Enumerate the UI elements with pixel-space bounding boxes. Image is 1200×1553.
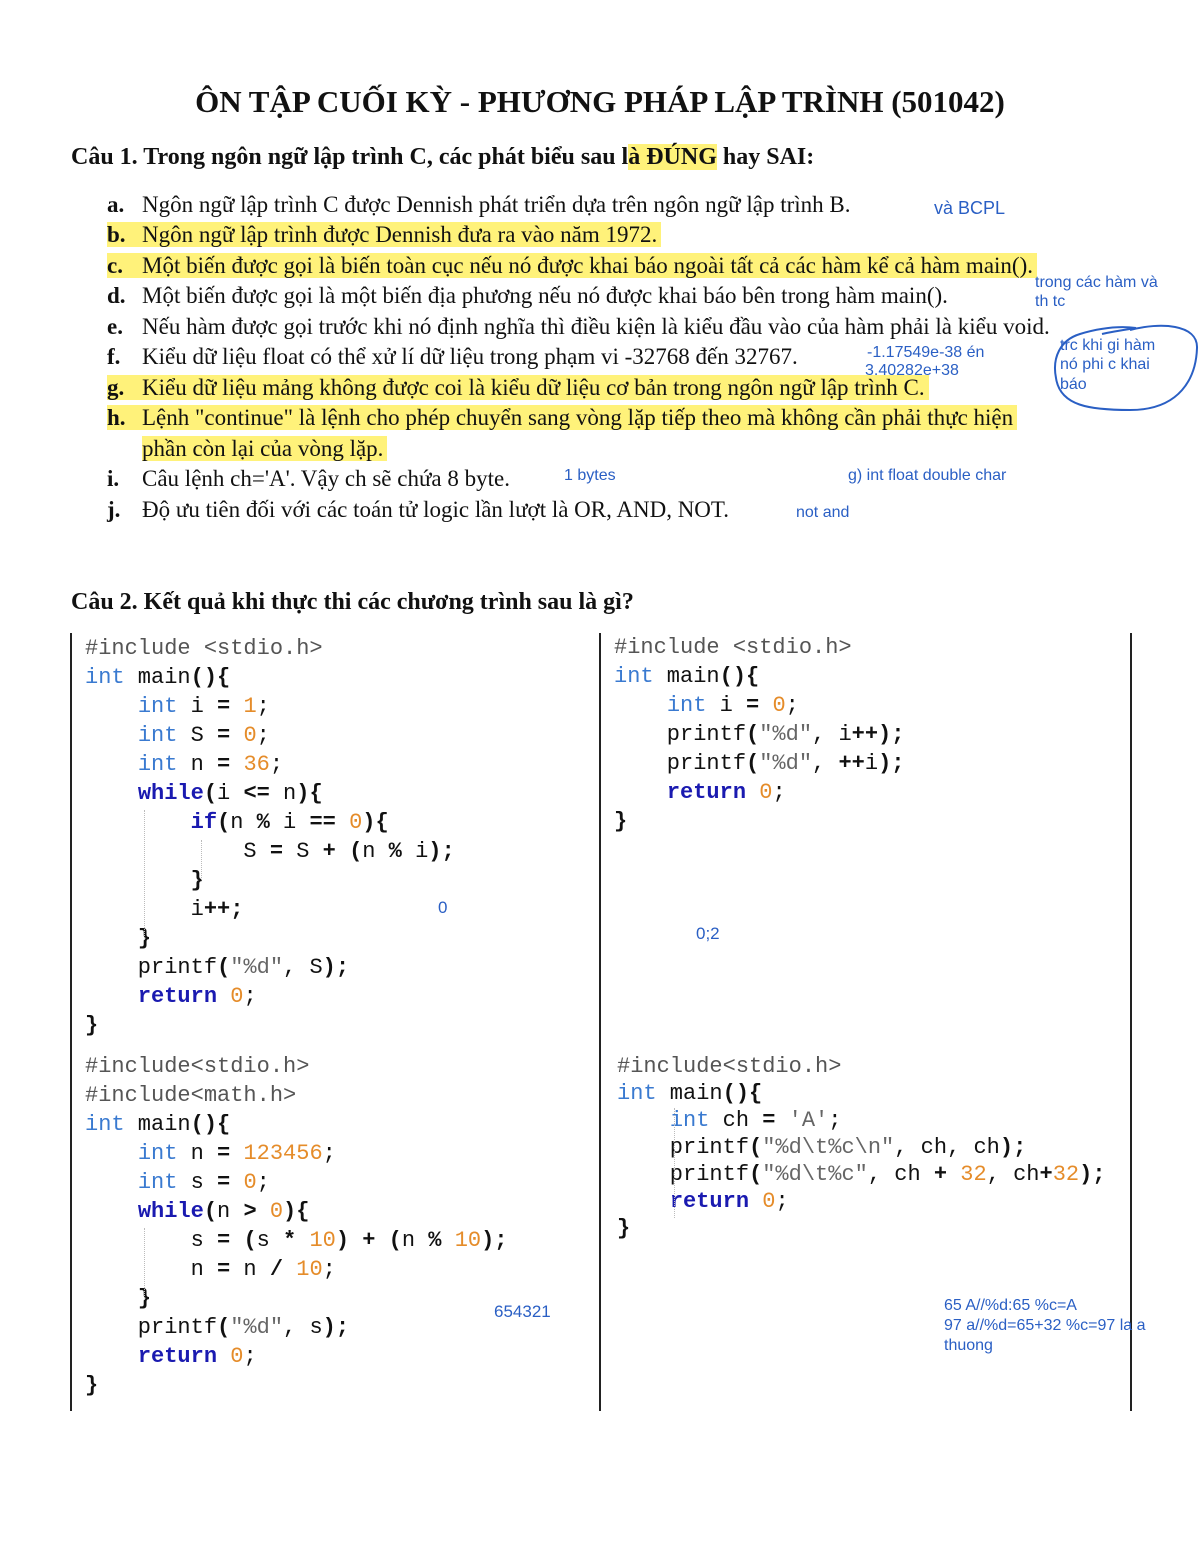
answer-program-4-line3: thuong <box>944 1337 993 1354</box>
table-border-left <box>70 633 72 1411</box>
indent-guide <box>144 1228 145 1300</box>
answer-program-1: 0 <box>438 898 448 917</box>
statement-a: a. Ngôn ngữ lập trình C được Dennish phát triển dựa trên ngôn ngữ lập trình B. <box>107 192 851 217</box>
note-f-line1: -1.17549e-38 én <box>867 344 985 361</box>
statement-j: j. Độ ưu tiên đối với các toán tử logic lần lượt là OR, AND, NOT. <box>107 497 730 522</box>
note-f-line2: 3.40282e+38 <box>865 362 959 379</box>
statement-h-continued: phần còn lại của vòng lặp. <box>142 434 387 464</box>
note-e-line3: báo <box>1060 376 1087 393</box>
answer-program-3: 654321 <box>494 1302 551 1321</box>
code-block-2: #include <stdio.h> int main(){ int i = 0; printf("%d", i++); printf("%d", ++i); return 0; } <box>614 635 905 834</box>
indent-guide <box>144 810 145 940</box>
code-block-3: #include<stdio.h> #include<math.h> int main(){ int n = 123456; int s = 0; while(n > 0){ s = (s * 10) + (n % 10); n = n / 10; } printf("%d", s); return 0; } <box>85 1054 508 1398</box>
question-2-heading: Câu 2. Kết quả khi thực thi các chương trình sau là gì? <box>71 589 634 615</box>
question-1-heading: Câu 1. Trong ngôn ngữ lập trình C, các phát biểu sau là ĐÚNG hay SAI: <box>71 144 815 170</box>
hand-drawn-loop <box>1040 318 1200 418</box>
table-border-middle <box>599 633 601 1411</box>
indent-guide <box>201 840 202 880</box>
code-block-4: #include<stdio.h> int main(){ int ch = 'A'; printf("%d\t%c\n", ch, ch); printf("%d\t%c", ch + 32, ch+32); return 0; } <box>617 1054 1106 1241</box>
note-g: g) int float double char <box>848 467 1007 484</box>
table-border-right <box>1130 633 1132 1411</box>
note-e-line1: trc khi gi hàm <box>1060 337 1156 354</box>
indent-guide <box>674 1108 675 1218</box>
code-block-1: #include <stdio.h> int main(){ int i = 1; int S = 0; int n = 36; while(i <= n){ if(n % i == 0){ S = S + (n % i); } i++; } printf("%d", S); return 0; } <box>85 636 455 1038</box>
answer-program-4-line1: 65 A//%d:65 %c=A <box>944 1297 1077 1314</box>
statement-e: e. Nếu hàm được gọi trước khi nó định nghĩa thì điều kiện là kiểu đầu vào của hàm phải là kiểu void. <box>107 314 1050 339</box>
note-e-line2: nó phi c khai <box>1060 356 1150 373</box>
note-i: 1 bytes <box>564 467 616 484</box>
statement-c: c. Một biến được gọi là biến toàn cục nếu nó được khai báo ngoài tất cả các hàm kể cả hàm main(). <box>107 251 1037 281</box>
answer-program-4-line2: 97 a//%d=65+32 %c=97 la a <box>944 1317 1146 1334</box>
statement-b: b. Ngôn ngữ lập trình được Dennish đưa ra vào năm 1972. <box>107 220 661 250</box>
page-title: ÔN TẬP CUỐI KỲ - PHƯƠNG PHÁP LẬP TRÌNH (501042) <box>195 84 1005 119</box>
statement-d: d. Một biến được gọi là một biến địa phương nếu nó được khai báo bên trong hàm main(). <box>107 283 948 308</box>
statement-h: h. Lệnh "continue" là lệnh cho phép chuyển sang vòng lặp tiếp theo mà không cần phải thực hiện <box>107 403 1017 433</box>
note-d-line2: th tc <box>1035 293 1066 310</box>
answer-program-2: 0;2 <box>696 924 720 943</box>
note-j: not and <box>796 504 850 521</box>
statement-i: i. Câu lệnh ch='A'. Vậy ch sẽ chứa 8 byte. <box>107 466 510 491</box>
statement-f: f. Kiểu dữ liệu float có thể xử lí dữ liệu trong phạm vi -32768 đến 32767. <box>107 344 798 369</box>
note-a: và BCPL <box>934 198 1006 218</box>
statement-g: g. Kiểu dữ liệu mảng không được coi là kiểu dữ liệu cơ bản trong ngôn ngữ lập trình C. <box>107 373 929 403</box>
note-d-line1: trong các hàm và <box>1035 274 1158 291</box>
